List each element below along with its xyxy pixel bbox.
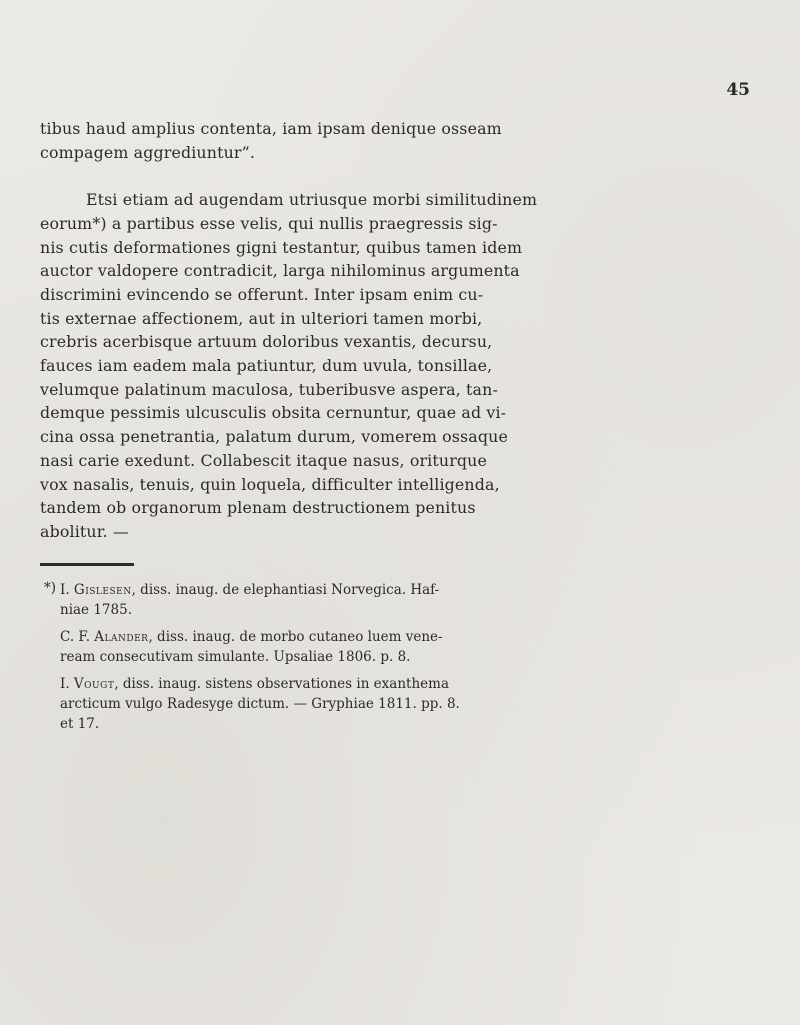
footnote-entry — [44, 580, 754, 620]
text-line: discrimini evincendo se offerunt. Inter ipsam enim cu- — [40, 284, 484, 304]
text-line: nis cutis deformationes gigni testantur, quibus tamen idem — [40, 237, 523, 257]
text-line: eorum*) a partibus esse velis, qui nullis praegressis sig- — [40, 213, 498, 233]
footnote-line — [44, 627, 754, 647]
footnote-marker: *) — [44, 580, 57, 596]
text-line: demque pessimis ulcusculis obsita cernuntur, quae ad vi- — [40, 403, 507, 423]
footnotes — [44, 580, 754, 741]
footnote-line: niae 1785. — [60, 602, 132, 618]
footnote-text: , diss. inaug. de elephantiasi Norvegica. Haf- — [131, 582, 440, 598]
footnote-line — [44, 674, 754, 694]
footnote-initial: I. — [60, 582, 70, 598]
text-line: tibus haud amplius contenta, iam ipsam denique osseam — [40, 119, 502, 138]
footnote-author: Alander — [94, 629, 149, 645]
paragraph-gap — [40, 164, 757, 188]
text-line: tandem ob organorum plenam destructionem penitus — [40, 498, 476, 518]
text-line: crebris acerbisque artuum doloribus vexantis, decursu, — [40, 332, 493, 352]
footnote-text: , diss. inaug. sistens observationes in exanthema — [114, 676, 449, 692]
footnote-initial: C. F. — [60, 629, 90, 645]
page-number: 45 — [726, 80, 750, 100]
footnote-line: ream consecutivam simulante. Upsaliae 1806. p. 8. — [60, 649, 411, 665]
footnote-author: Vougt — [73, 676, 115, 692]
text-line: vox nasalis, tenuis, quin loquela, difficulter intelligenda, — [40, 474, 500, 494]
footnote-line — [44, 580, 754, 600]
text-line: tis externae affectionem, aut in ulteriori tamen morbi, — [40, 308, 483, 328]
footnote-entry — [44, 674, 754, 734]
text-line: cina ossa penetrantia, palatum durum, vomerem ossaque — [40, 427, 508, 447]
text-line: abolitur. — — [40, 521, 129, 541]
footnote-initial: I. — [60, 676, 70, 692]
footnote-entry — [44, 627, 754, 667]
text-line: velumque palatinum maculosa, tuberibusve aspera, tan- — [40, 379, 498, 399]
text-line: compagem aggrediuntur”. — [40, 142, 256, 162]
footnote-line: et 17. — [60, 716, 100, 732]
footnote-text: , diss. inaug. de morbo cutaneo luem vene- — [148, 629, 443, 645]
text-line: nasi carie exedunt. Collabescit itaque nasus, oriturque — [40, 450, 487, 470]
text-line: auctor valdopere contradicit, larga nihilominus argumenta — [40, 261, 520, 281]
footnote-rule — [40, 563, 134, 566]
footnote-line: arcticum vulgo Radesyge dictum. — Gryphiae 1811. pp. 8. — [60, 696, 460, 712]
main-text — [40, 117, 757, 544]
text-line: fauces iam eadem mala patiuntur, dum uvula, tonsillae, — [40, 356, 493, 376]
text-line: Etsi etiam ad augendam utriusque morbi similitudinem — [86, 190, 538, 210]
footnote-author: Gislesen — [73, 582, 132, 598]
